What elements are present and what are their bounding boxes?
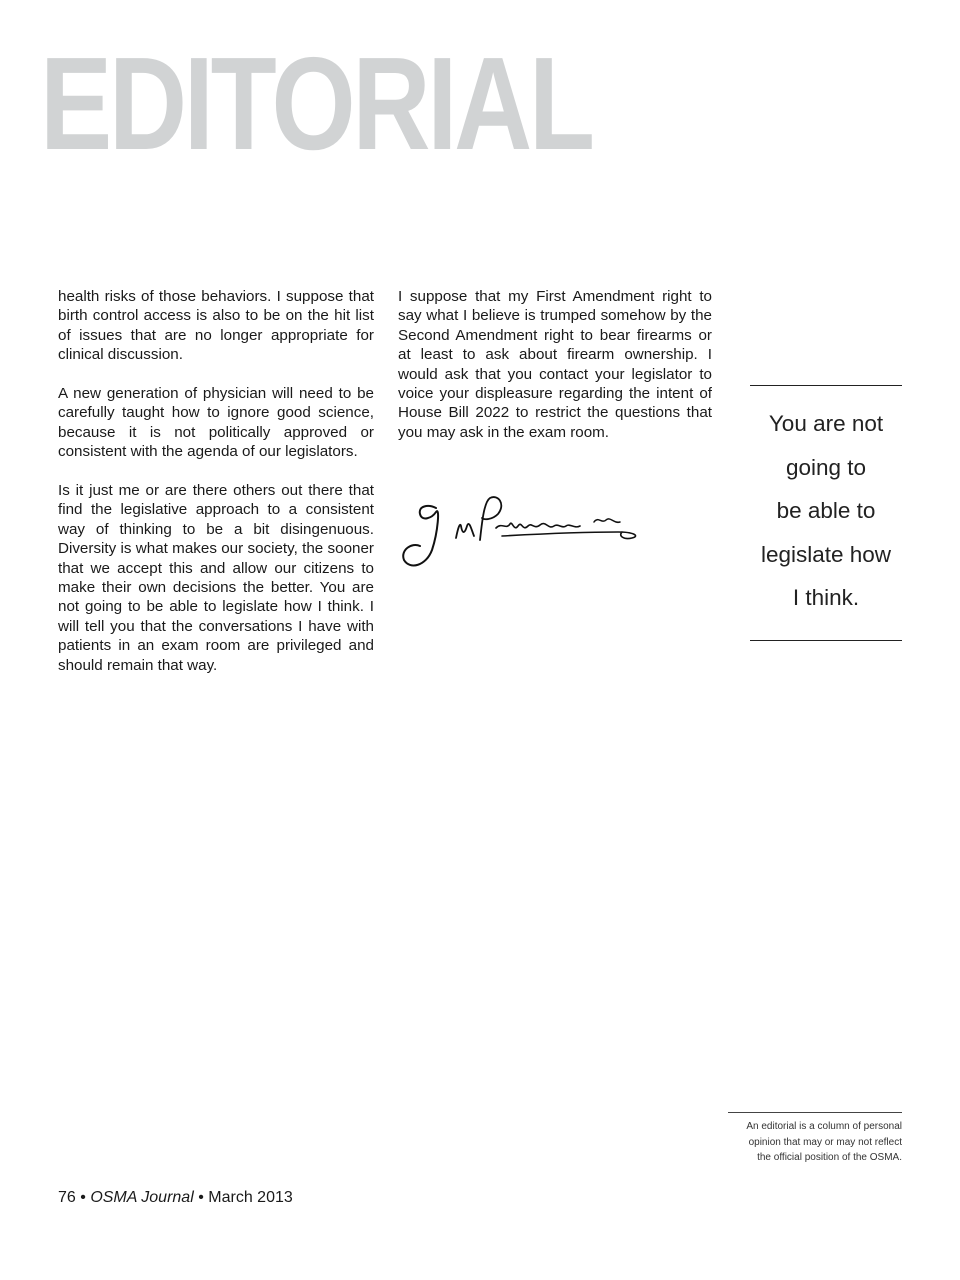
pull-quote-line: I think. (792, 585, 860, 611)
pull-quote-line: legislate how (760, 541, 892, 567)
footer-separator: • (198, 1189, 204, 1206)
pull-quote-top-rule (750, 385, 902, 386)
pull-quote-bottom-rule (750, 640, 902, 641)
paragraph: Is it just me or are there others out there that find the legislative approach to a consistent way of thinking to be a bit disingenuous. Diversity is what makes our society, the sooner that we accept this and allow our citizens to make their own decisions the better. You are not going to be able to legislate how I think. I will tell you that the conversations I have with patients in an exam room are privileged and should remain that way. (58, 482, 374, 674)
pull-quote-line: You are not (768, 411, 884, 436)
paragraph: health risks of those behaviors. I suppose that birth control access is also to be on the hit list of issues that are no longer appropriate for clinical discussion. (58, 288, 374, 364)
pull-quote-line: be able to (776, 498, 876, 524)
pull-quote-line: going to (785, 454, 867, 480)
journal-name: OSMA Journal (90, 1189, 194, 1206)
article-column-middle (398, 287, 712, 462)
disclaimer-line: opinion that may or may not reflect (748, 1136, 902, 1148)
issue-date: March 2013 (208, 1189, 293, 1206)
paragraph: A new generation of physician will need to be carefully taught how to ignore good science, because it is not politically approved or consistent with the agenda of our legislators. (58, 385, 374, 461)
page-number: 76 (58, 1189, 76, 1206)
page-footer (58, 1189, 293, 1207)
author-signature (398, 492, 643, 574)
article-column-left (58, 287, 374, 694)
pull-quote (740, 402, 912, 620)
disclaimer-rule (728, 1112, 902, 1113)
editorial-disclaimer (712, 1119, 902, 1166)
disclaimer-line: the official position of the OSMA. (757, 1152, 902, 1163)
paragraph: I suppose that my First Amendment right to say what I believe is trumped somehow by the Second Amendment right to bear firearms or at least to ask about firearm ownership. I would ask that you contact your legislator to voice your displeasure regarding the intent of House Bill 2022 to restrict the questions that you may ask in the exam room. (398, 288, 712, 441)
disclaimer-line: An editorial is a column of personal (746, 1121, 902, 1132)
masthead-title: EDITORIAL (40, 30, 592, 177)
footer-separator: • (80, 1189, 86, 1206)
